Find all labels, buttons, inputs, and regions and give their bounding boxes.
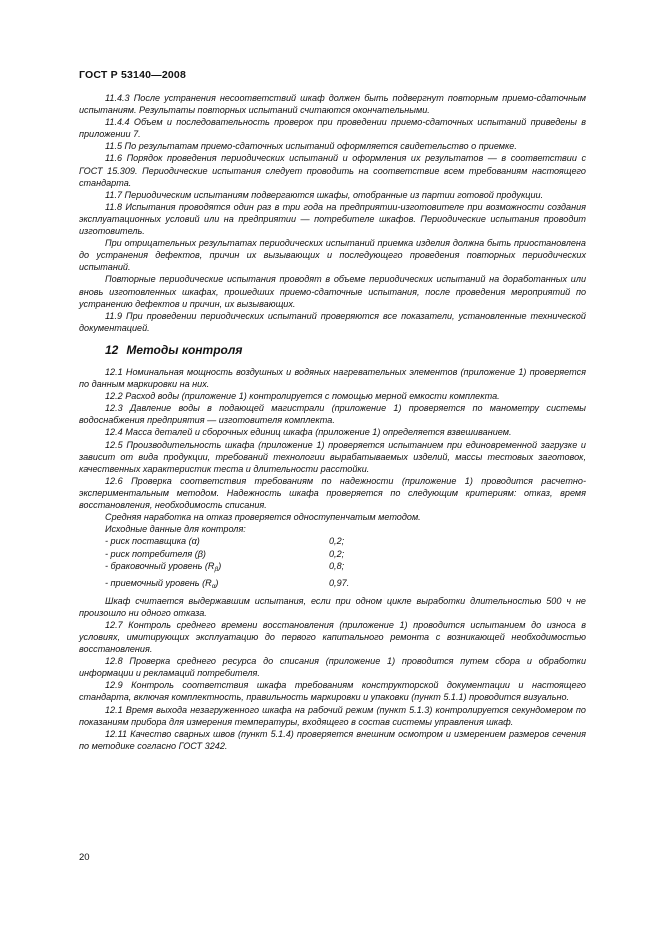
paragraph: 12.11 Качество сварных швов (пункт 5.1.4) проверяется внешним осмотром и измерением размеров сечения по методике согласно ГОСТ 3242. xyxy=(79,728,586,751)
table-row xyxy=(105,577,349,593)
standard-header: ГОСТ Р 53140—2008 xyxy=(79,69,187,81)
paragraph: 12.4 Масса деталей и сборочных единиц шкафа (приложение 1) определяется взвешиванием. xyxy=(105,427,512,438)
paragraph: 12.9 Контроль соответствия шкафа требованиям конструкторской документации и настоящего стандарта, включая комплектность, правильность маркировки и упаковки (пункт 5.1.1) проводится визуально. xyxy=(79,680,586,703)
paragraph: 11.6 Порядок проведения периодических испытаний и оформления их результатов — в соответствии с ГОСТ 15.309. Периодические испытания следует проводить на соответствие всем требованиям настоящего стандарта. xyxy=(79,153,586,188)
paragraph: 12.1 Время выхода незагруженного шкафа на рабочий режим (пункт 5.1.3) контролируется секундомером по показаниям прибора для измерения температуры, входящего в состав системы управления шкаф. xyxy=(79,704,586,727)
parameter-label: - риск потребителя (β) xyxy=(105,548,206,559)
parameter-value: 0,8; xyxy=(329,561,345,572)
paragraph: Повторные периодические испытания проводят в объеме периодических испытаний на доработанных или вновь изготовленных шкафах, прошедших приемо-сдаточные испытания, после проведения мероприятий по устранению дефектов и причин, их вызывающих. xyxy=(79,274,586,309)
paragraph: Шкаф считается выдержавшим испытания, если при одном цикле выработки длительностью 500 ч не произошло ни одного отказа. xyxy=(79,595,586,618)
paragraph: 11.4.4 Объем и последовательность проверок при проведении приемо-сдаточных испытаний приведены в приложении 7. xyxy=(79,117,586,140)
page-number: 20 xyxy=(79,852,90,863)
table-row xyxy=(105,548,349,561)
section-title: Методы контроля xyxy=(126,342,243,357)
page-content xyxy=(79,92,586,752)
control-data-table xyxy=(105,535,349,592)
parameter-label: - риск поставщика (α) xyxy=(105,536,200,547)
paragraph: 11.4.3 После устранения несоответствий шкаф должен быть подвергнут повторным приемо-сдаточным испытаниям. Результаты повторных испытаний считаются окончательными. xyxy=(79,93,586,116)
section-heading xyxy=(79,344,586,356)
parameter-value: 0,2; xyxy=(329,548,345,559)
paragraph: 12.3 Давление воды в подающей магистрали (приложение 1) проверяется по манометру системы водоснабжения предприятия — изготовителя комплекта. xyxy=(79,403,586,426)
parameter-value: 0,2; xyxy=(329,536,345,547)
paragraph: 12.7 Контроль среднего времени восстановления (приложение 1) проводится испытанием до износа в условиях, имитирующих эксплуатацию до первого капитального ремонта с возникающей необходимостью восстановления. xyxy=(79,619,586,655)
paragraph: 11.7 Периодическим испытаниям подвергаются шкафы, отобранные из партии готовой продукции. xyxy=(105,189,544,200)
table-row xyxy=(105,560,349,576)
paragraph: 11.8 Испытания проводятся один раз в три года на предприятии-изготовителе при возможности создания эксплуатационных условий или на предприятии — потребителе шкафов. Периодические испытания проводит изготовитель. xyxy=(79,201,586,237)
paragraph: 12.8 Проверка среднего ресурса до списания (приложение 1) проводится путем сбора и обработки информации и рекламаций потребителя. xyxy=(79,656,586,679)
paragraph: 12.6 Проверка соответствия требованиям по надежности (приложение 1) проводится расчетно-экспериментальным методом. Надежность шкафа проверяется по следующим критериям: отказ, время восстановления, необходимость списания. xyxy=(79,475,586,510)
section-number: 12 xyxy=(105,342,119,357)
paragraph: При отрицательных результатах периодических испытаний приемка изделия должна быть приостановлена до устранения дефектов, причин их вызывающих и последующего проведения повторных периодических испытаний. xyxy=(79,238,586,273)
paragraph: Исходные данные для контроля: xyxy=(105,524,246,535)
table-row xyxy=(105,535,349,548)
paragraph: 12.5 Производительность шкафа (приложение 1) проверяется испытанием при единовременной загрузке и зависит от вида продукции, требований технологии вырабатываемых изделий, массы тестовых заготовок, качественных характеристик теста и длительности расстойки. xyxy=(79,439,586,474)
paragraph: 12.1 Номинальная мощность воздушных и водяных нагревательных элементов (приложение 1) проверяется по данным маркировки на них. xyxy=(79,366,586,390)
parameter-label: - приемочный уровень $(R_\alpha)$ xyxy=(105,577,219,590)
paragraph: 12.2 Расход воды (приложение 1) контролируется с помощью мерной емкости комплекта. xyxy=(105,391,500,402)
paragraph: 11.5 По результатам приемо-сдаточных испытаний оформляется свидетельство о приемке. xyxy=(105,141,517,152)
parameter-label: - браковочный уровень $(R_\beta)$ xyxy=(105,561,222,574)
paragraph: Средняя наработка на отказ проверяется одноступенчатым методом. xyxy=(105,512,421,523)
parameter-value: 0,97. xyxy=(329,577,350,588)
paragraph: 11.9 При проведении периодических испытаний проверяются все показатели, установленные технической документацией. xyxy=(79,310,586,333)
